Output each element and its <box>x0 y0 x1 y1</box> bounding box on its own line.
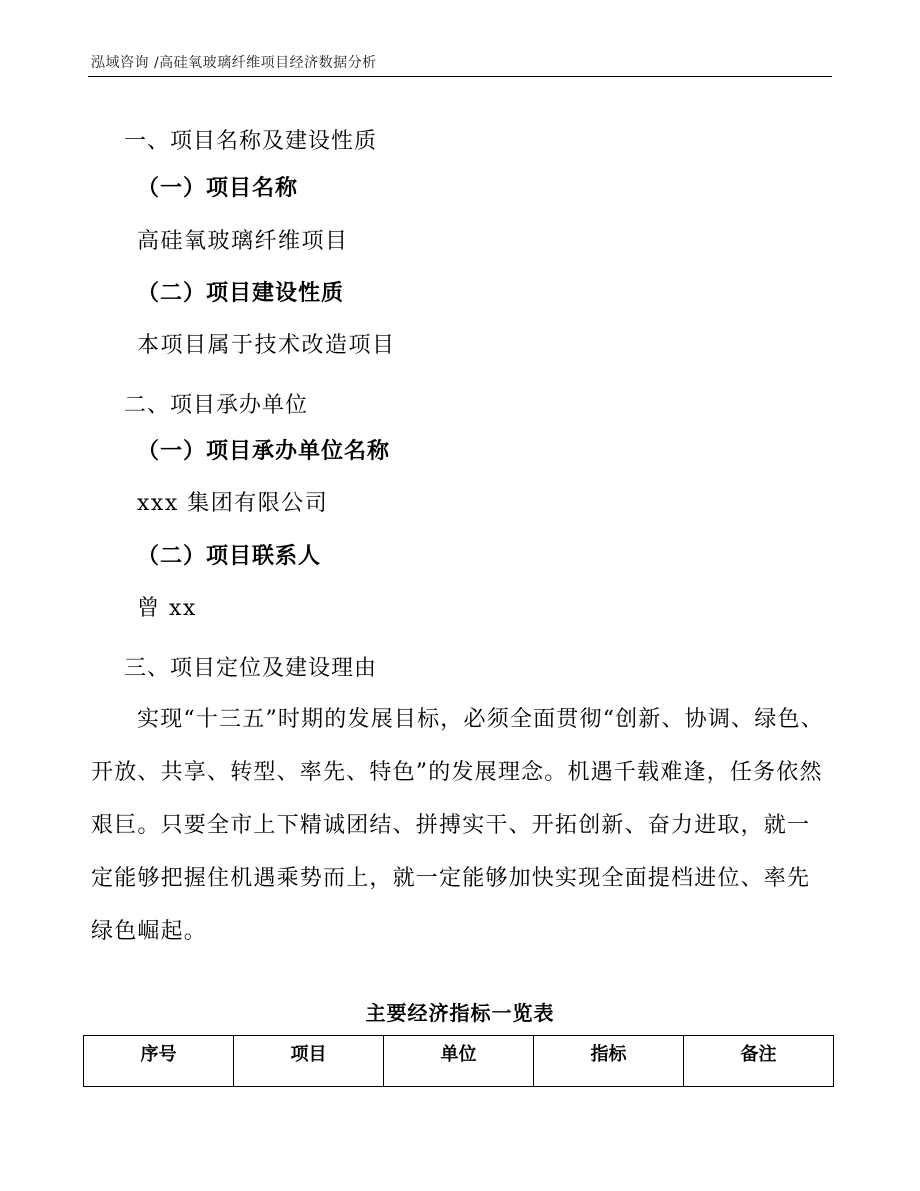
table-title: 主要经济指标一览表 <box>365 1001 555 1025</box>
section-2-title: 二、项目承办单位 <box>124 393 309 418</box>
table-header-cell: 备注 <box>684 1036 834 1087</box>
section-2-1-title: （一）项目承办单位名称 <box>137 439 391 464</box>
organizer-name-text: xxx 集团有限公司 <box>137 491 329 516</box>
section-1-2-title: （二）项目建设性质 <box>137 281 345 306</box>
table-header-cell: 序号 <box>84 1036 234 1087</box>
section-3-paragraph: 实现“十三五”时期的发展目标，必须全面贯彻“创新、协调、绿色、开放、共享、转型、率先、特色”的发展理念。机遇千载难逢，任务依然艰巨。只要全市上下精诚团结、拼搏实干、开拓创新、奋力进取，就一定能够把握住机遇乘势而上，就一定能够加快实现全面提档进位、率先绿色崛起。 <box>91 707 824 944</box>
table-header-cell: 指标 <box>534 1036 684 1087</box>
table-header-row <box>84 1036 834 1087</box>
section-1-1-title: （一）项目名称 <box>137 176 299 201</box>
table-header-cell: 单位 <box>384 1036 534 1087</box>
contact-person-text: 曾 xx <box>137 596 197 621</box>
header-divider <box>88 76 832 77</box>
page-header: 泓域咨询 /高硅氧玻璃纤维项目经济数据分析 <box>91 55 377 71</box>
economic-indicators-table <box>83 1035 834 1087</box>
section-3-title: 三、项目定位及建设理由 <box>124 656 378 681</box>
section-1-title: 一、项目名称及建设性质 <box>124 129 378 154</box>
section-2-2-title: （二）项目联系人 <box>137 544 322 569</box>
project-name-text: 高硅氧玻璃纤维项目 <box>137 229 349 254</box>
project-nature-text: 本项目属于技术改造项目 <box>137 333 396 358</box>
table-header-cell: 项目 <box>234 1036 384 1087</box>
